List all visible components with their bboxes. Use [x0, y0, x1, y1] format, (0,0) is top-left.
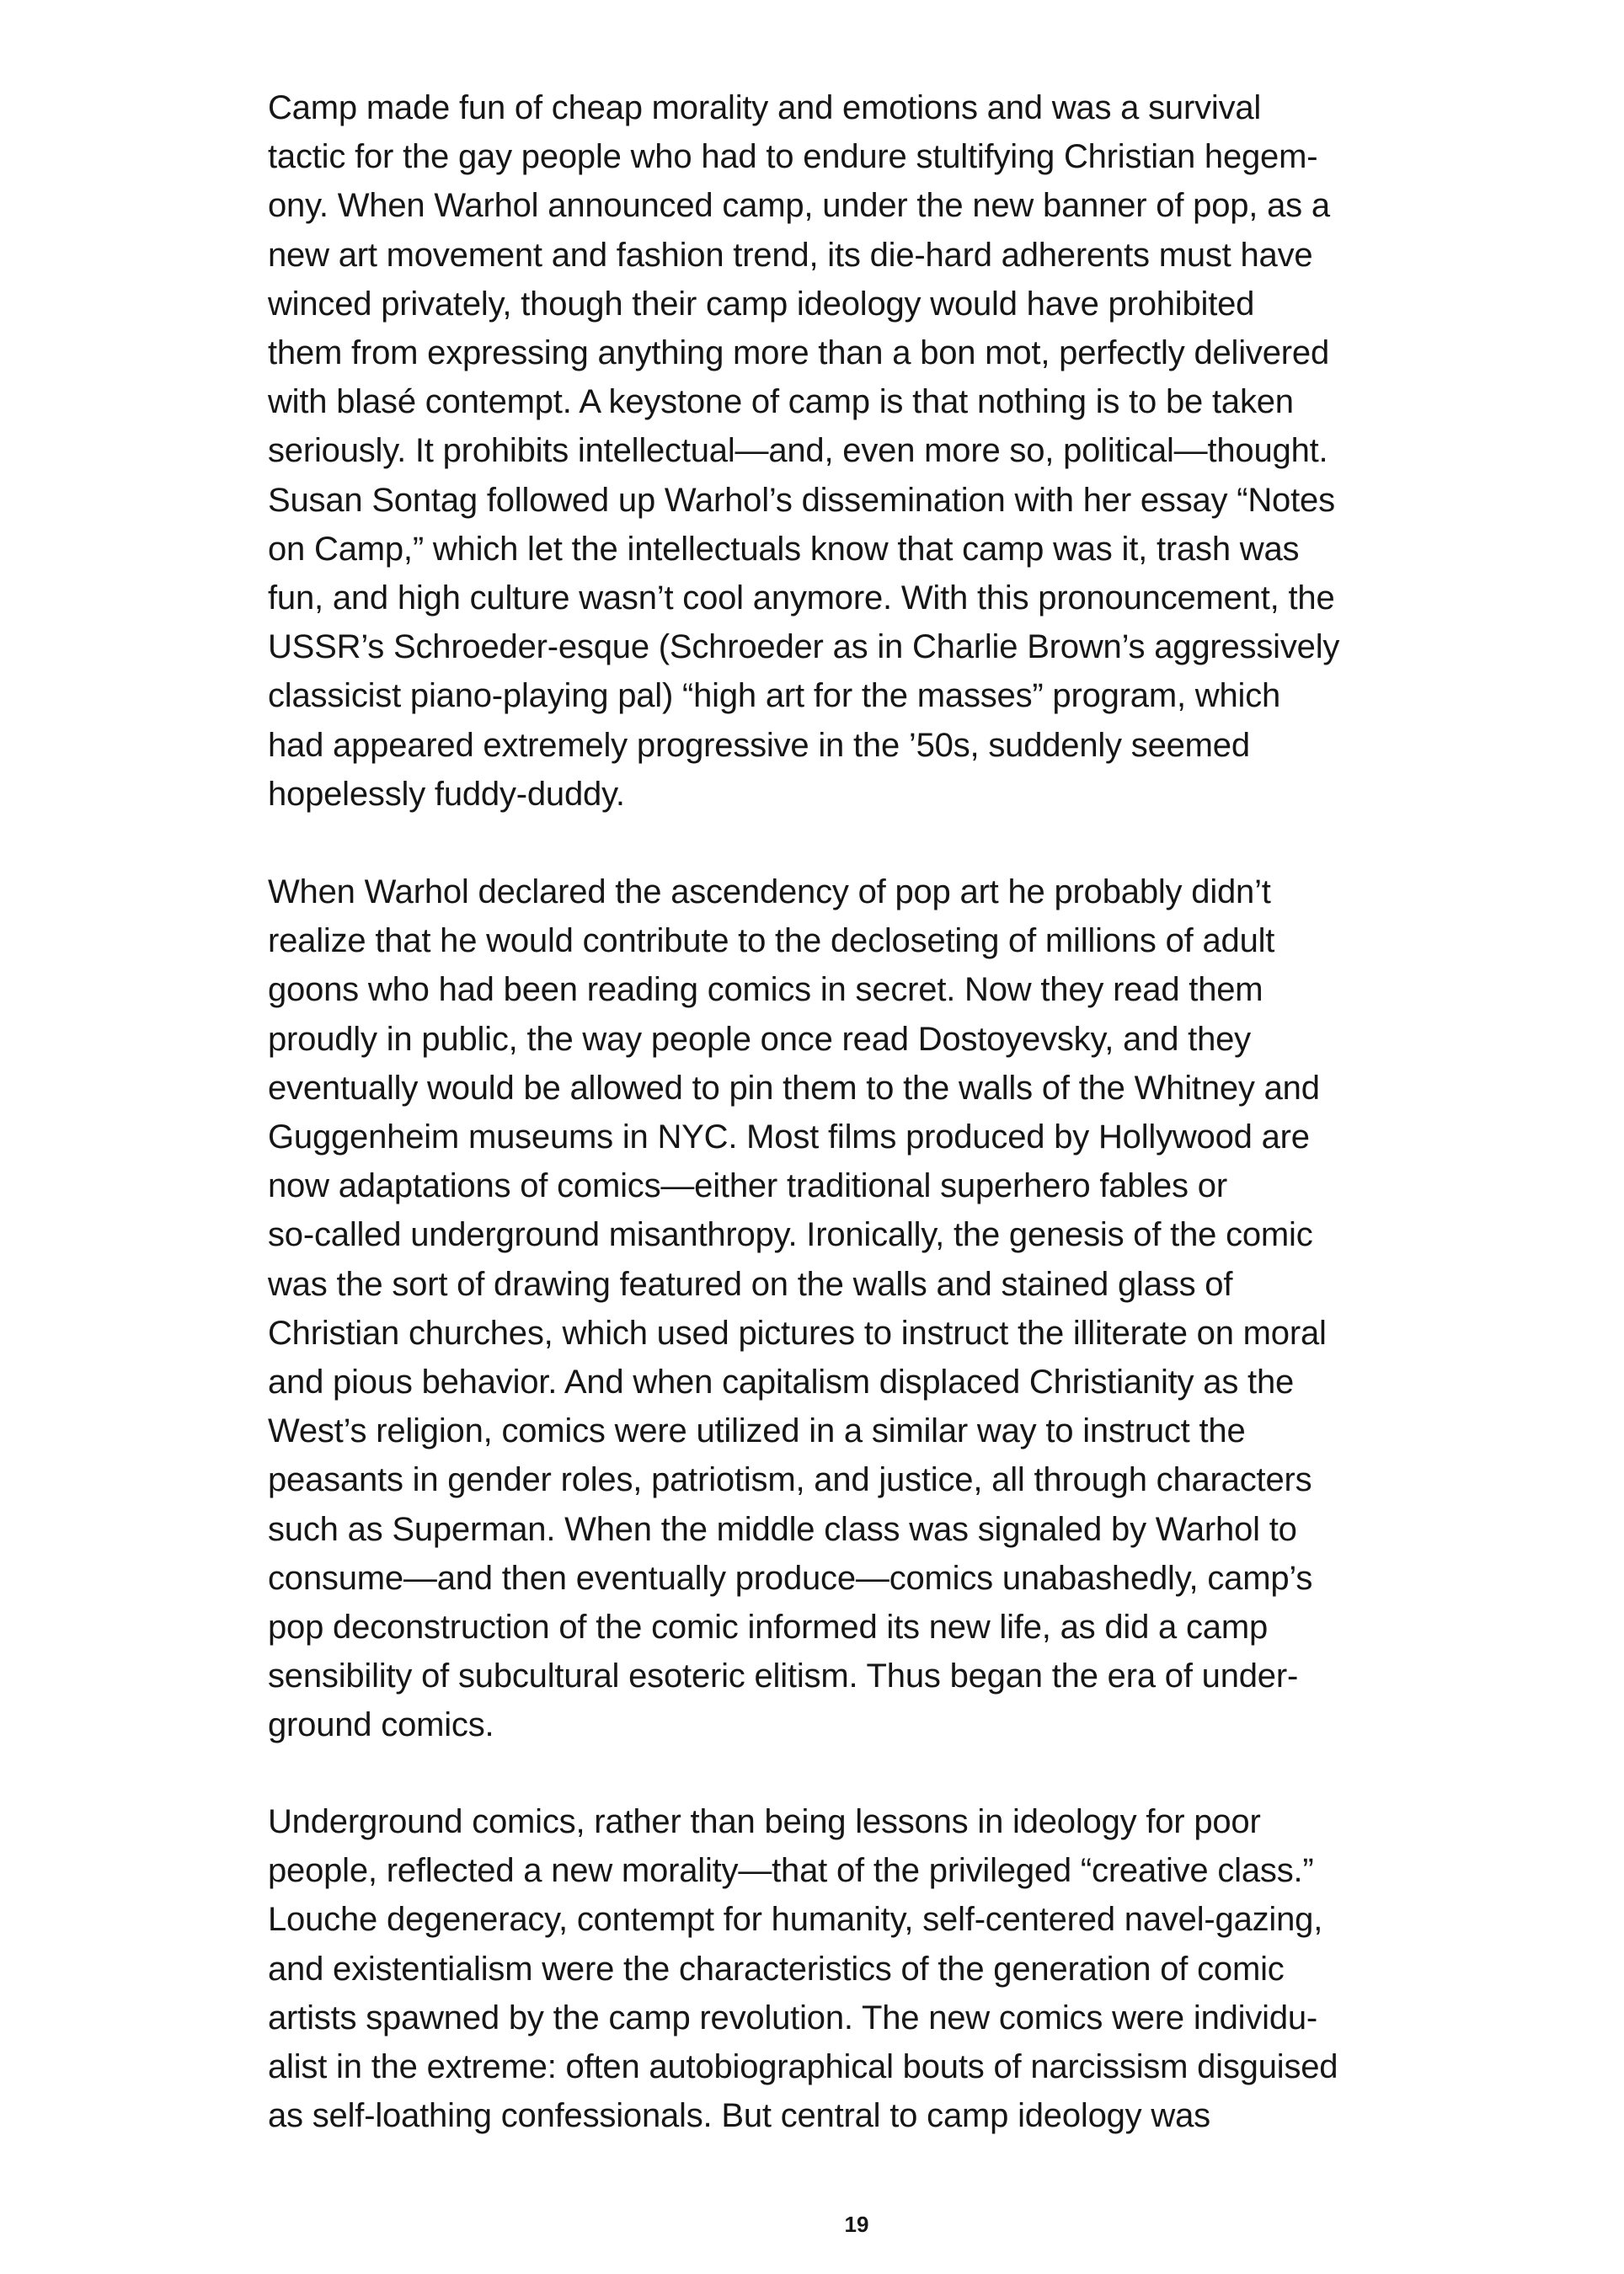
text-line: classicist piano-playing pal) “high art for the masses” program, which [268, 677, 1281, 715]
text-line: consume—and then eventually produce—comics unabashedly, camp’s [268, 1559, 1313, 1597]
text-line: and pious behavior. And when capitalism displaced Christianity as the [268, 1364, 1295, 1401]
text-line: with blasé contempt. A keystone of camp is that nothing is to be taken [268, 383, 1294, 421]
text-line: eventually would be allowed to pin them to the walls of the Whitney and [268, 1069, 1320, 1107]
text-line: When Warhol declared the ascendency of pop art he probably didn’t [268, 873, 1271, 910]
text-line: fun, and high culture wasn’t cool anymore. With this pronouncement, the [268, 579, 1335, 617]
text-line: ground comics. [268, 1706, 494, 1744]
text-line: Susan Sontag followed up Warhol’s dissemination with her essay “Notes [268, 481, 1335, 519]
text-line: Christian churches, which used pictures to instruct the illiterate on moral [268, 1314, 1327, 1352]
text-line: on Camp,” which let the intellectuals know that camp was it, trash was [268, 530, 1300, 568]
text-line: tactic for the gay people who had to endure stultifying Christian hegem- [268, 138, 1318, 176]
text-line: seriously. It prohibits intellectual—and, even more so, political—thought. [268, 432, 1328, 470]
text-line: goons who had been reading comics in secret. Now they read them [268, 971, 1263, 1009]
text-line: sensibility of subcultural esoteric elitism. Thus began the era of under- [268, 1657, 1299, 1695]
text-line: Louche degeneracy, contempt for humanity, self-centered navel-gazing, [268, 1901, 1323, 1939]
text-line: as self-loathing confessionals. But central to camp ideology was [268, 2097, 1210, 2135]
text-line: artists spawned by the camp revolution. The new comics were individu- [268, 1999, 1318, 2036]
page-number: 19 [844, 2212, 869, 2237]
text-line: people, reflected a new morality—that of the privileged “creative class.” [268, 1852, 1314, 1890]
text-line: peasants in gender roles, patriotism, and justice, all through characters [268, 1461, 1312, 1499]
text-line: hopelessly fuddy-duddy. [268, 775, 625, 813]
text-line: proudly in public, the way people once read Dostoyevsky, and they [268, 1020, 1251, 1058]
text-line: so-called underground misanthropy. Ironically, the genesis of the comic [268, 1216, 1313, 1254]
text-line: pop deconstruction of the comic informed its new life, as did a camp [268, 1609, 1269, 1647]
text-line: alist in the extreme: often autobiographical bouts of narcissism disguised [268, 2048, 1338, 2086]
text-line: Underground comics, rather than being lessons in ideology for poor [268, 1803, 1261, 1840]
text-line: and existentialism were the characteristics of the generation of comic [268, 1950, 1285, 1988]
text-line: Guggenheim museums in NYC. Most films produced by Hollywood are [268, 1118, 1310, 1156]
text-line: such as Superman. When the middle class was signaled by Warhol to [268, 1510, 1297, 1548]
text-line: USSR’s Schroeder-esque (Schroeder as in Charlie Brown’s aggressively [268, 628, 1340, 666]
text-line: now adaptations of comics—either traditional superhero fables or [268, 1167, 1227, 1205]
text-line: Camp made fun of cheap morality and emotions and was a survival [268, 89, 1262, 126]
paragraph-pop-art [268, 867, 1498, 1750]
text-line: realize that he would contribute to the decloseting of millions of adult [268, 922, 1275, 960]
text-line: new art movement and fashion trend, its die-hard adherents must have [268, 236, 1313, 274]
text-line: winced privately, though their camp ideology would have prohibited [268, 285, 1255, 323]
text-line: ony. When Warhol announced camp, under the new banner of pop, as a [268, 187, 1330, 225]
text-line: West’s religion, comics were utilized in a similar way to instruct the [268, 1412, 1246, 1450]
paragraph-underground-comics [268, 1797, 1498, 2140]
text-line: had appeared extremely progressive in the ’50s, suddenly seemed [268, 726, 1250, 764]
text-line: was the sort of drawing featured on the walls and stained glass of [268, 1265, 1233, 1303]
paragraph-camp [268, 83, 1498, 819]
text-line: them from expressing anything more than a bon mot, perfectly delivered [268, 334, 1329, 372]
